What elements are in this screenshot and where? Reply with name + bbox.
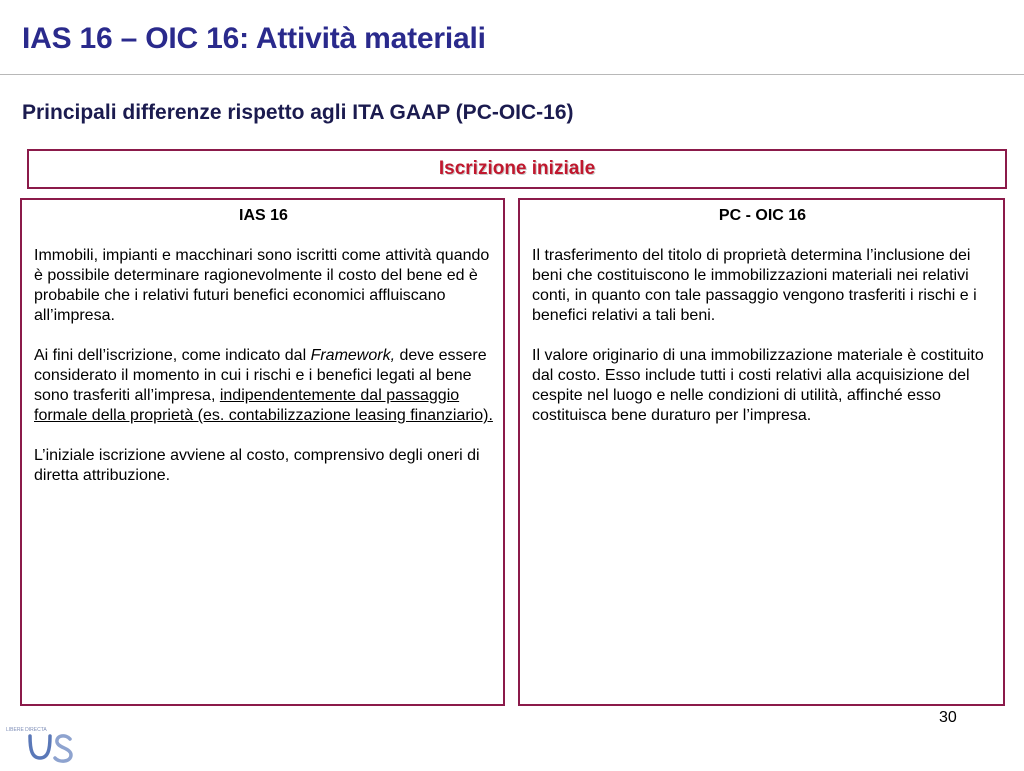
oic16-paragraph-2: Il valore originario di una immobilizzazione materiale è costituito dal costo. Esso include tutti i costi relativi alla acquisizione del cespite nel luogo e nelle condizioni di utilità, affinché esso costituisca bene duraturo per l’impresa. bbox=[532, 347, 984, 424]
ias16-paragraph-2 bbox=[34, 346, 493, 426]
oic16-column bbox=[518, 198, 1005, 706]
ias16-paragraph-3: L’iniziale iscrizione avviene al costo, comprensivo degli oneri di diretta attribuzione. bbox=[34, 447, 480, 484]
ias16-p2-text-b: deve essere considerato il momento in cui i rischi e i benefici legati al bene sono trasferiti all’impresa, bbox=[34, 347, 487, 404]
slide-title: IAS 16 – OIC 16: Attività materiali bbox=[22, 22, 486, 55]
framework-term: Framework, bbox=[310, 347, 396, 364]
oic16-heading: PC - OIC 16 bbox=[718, 207, 807, 224]
ias16-heading: IAS 16 bbox=[239, 207, 288, 224]
ias16-column bbox=[20, 198, 505, 706]
oic16-paragraph-1: Il trasferimento del titolo di proprietà determina l’inclusione dei beni che costituiscono le immobilizzazioni materiali nei relativi conti, in quanto con tale passaggio vengono trasferiti i rischi e i benefici relativi a tali beni. bbox=[532, 247, 977, 324]
slide-subtitle: Principali differenze rispetto agli ITA GAAP (PC-OIC-16) bbox=[22, 101, 574, 124]
university-logo-icon bbox=[4, 722, 84, 766]
ias16-paragraph-1: Immobili, impianti e macchinari sono iscritti come attività quando è possibile determinare ragionevolmente il costo del bene ed è probabile che i relativi futuri benefici economici affluiscano all’impresa. bbox=[34, 247, 490, 324]
section-banner bbox=[27, 149, 1007, 189]
ias16-p2-underlined: indipendentemente dal passaggio formale della proprietà (es. contabilizzazione leasing finanziario). bbox=[34, 387, 493, 424]
logo-caption: LIBERE DIRECTA bbox=[6, 727, 47, 733]
ias16-p2-text-a: Ai fini dell’iscrizione, come indicato dal bbox=[34, 347, 311, 364]
page-number: 30 bbox=[939, 709, 957, 726]
banner-label: Iscrizione iniziale bbox=[438, 158, 596, 179]
title-divider bbox=[0, 74, 1024, 75]
